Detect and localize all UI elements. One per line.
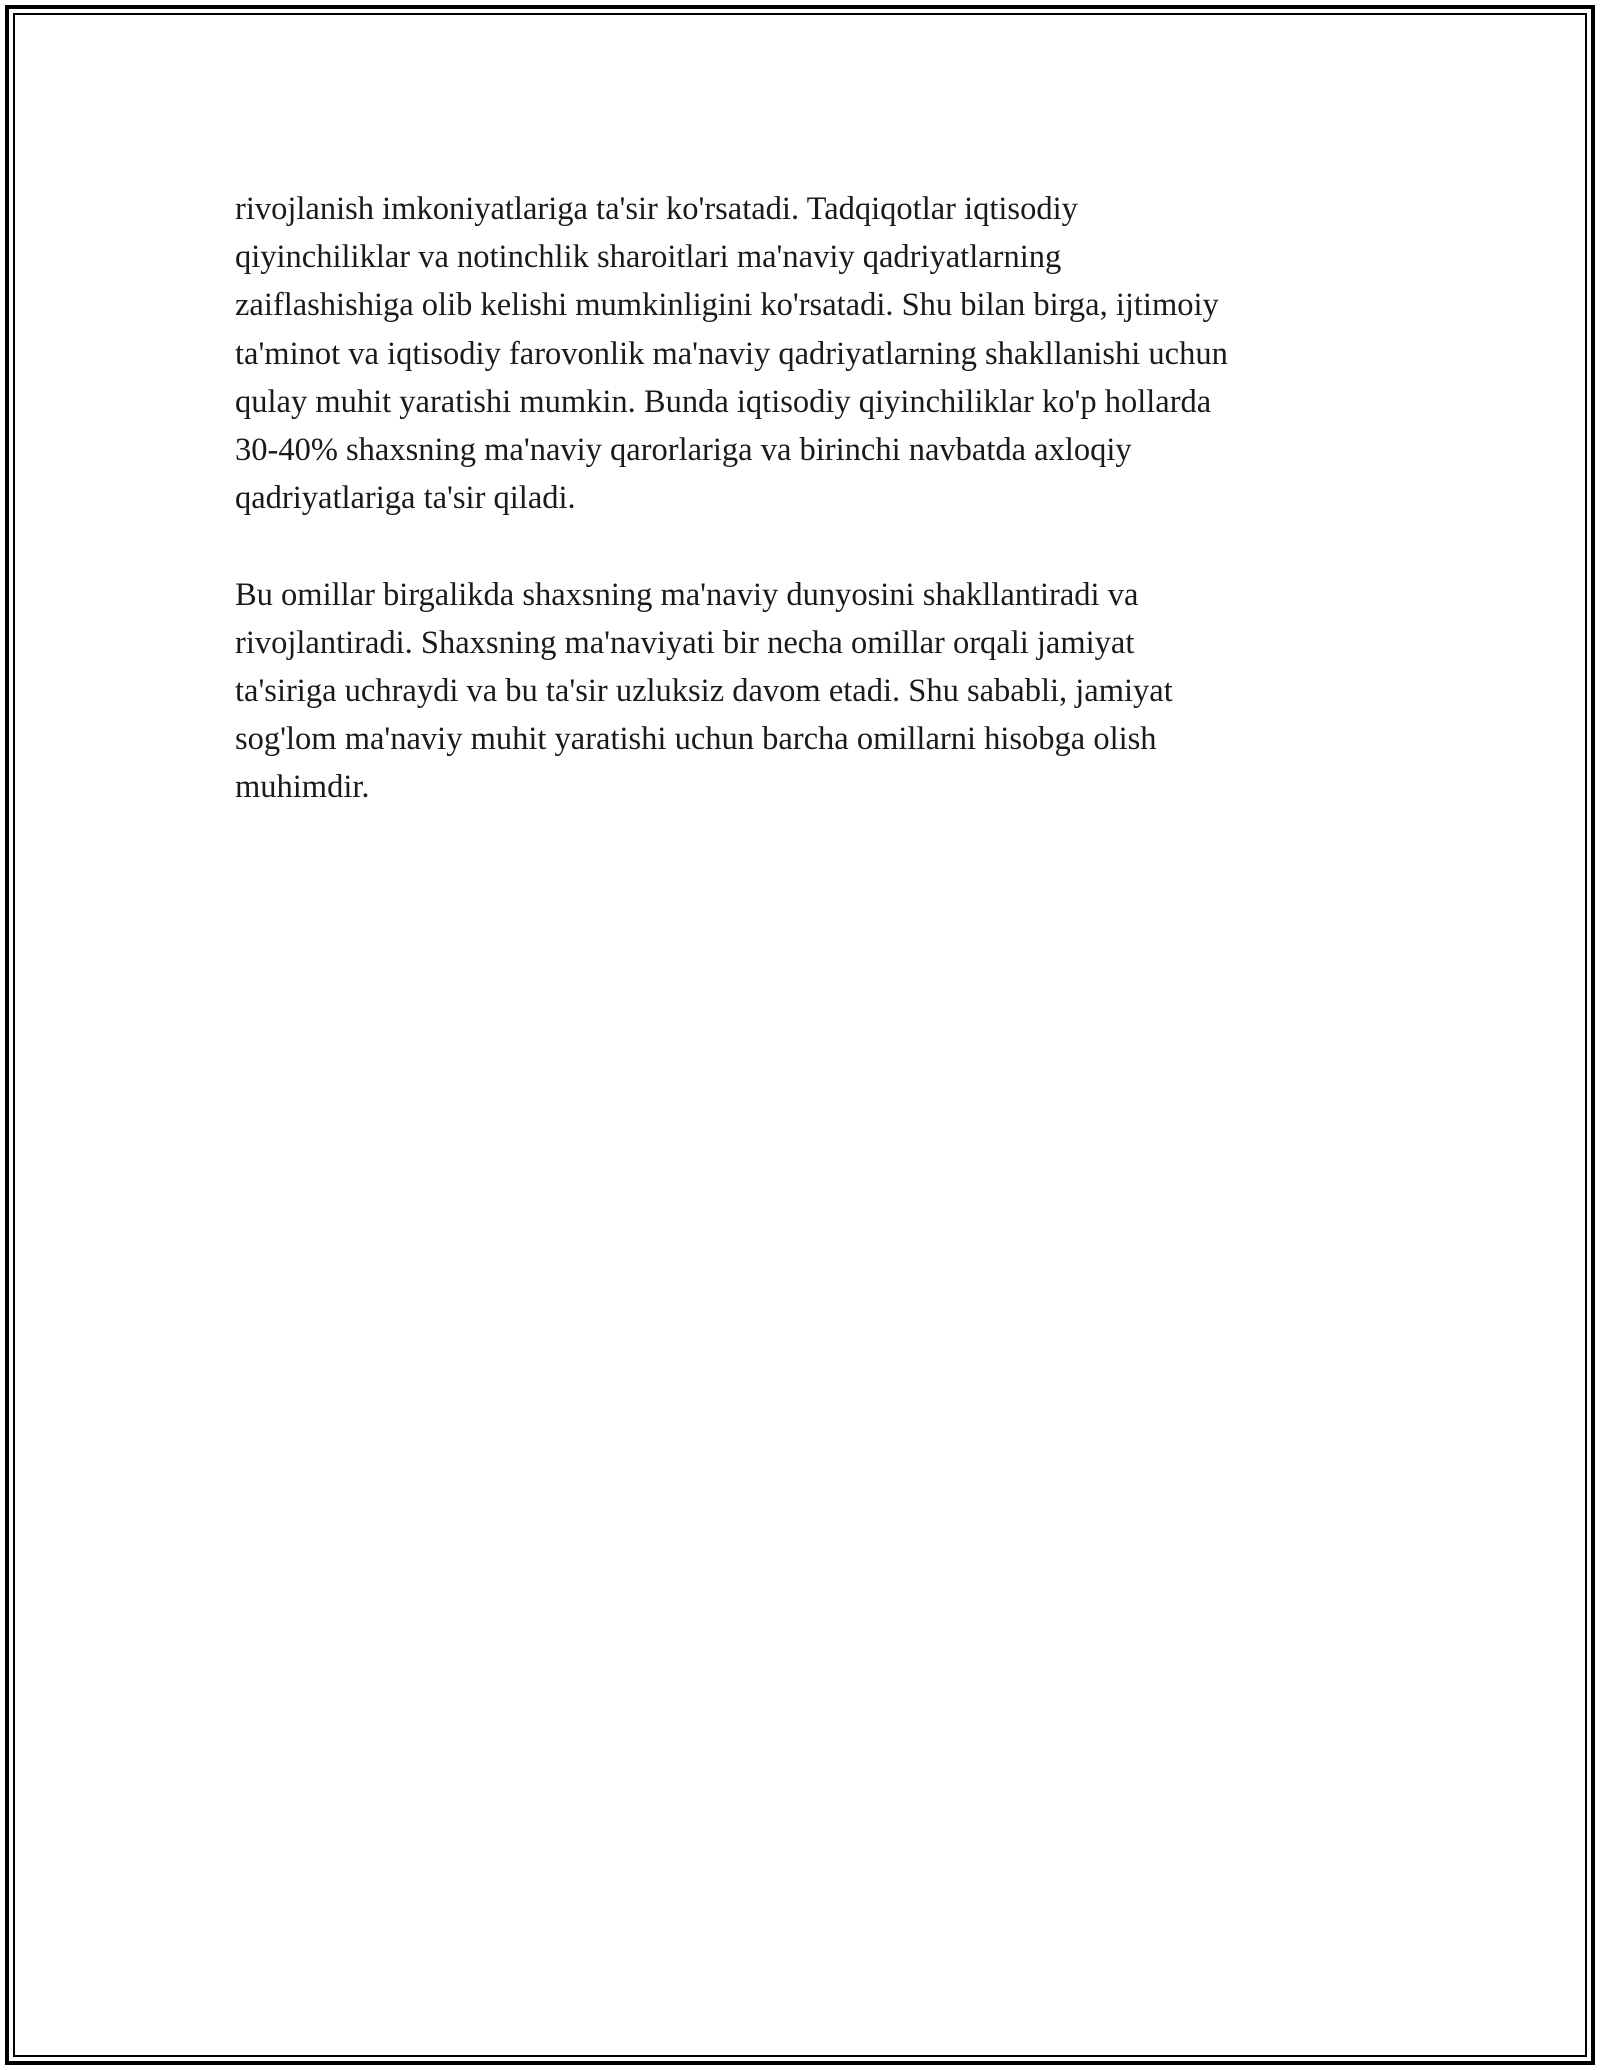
paragraph-2: [235, 571, 1365, 812]
text-line: qiyinchiliklar va notinchlik sharoitlari ma'naviy qadriyatlarning: [235, 239, 1062, 276]
text-line: 30-40% shaxsning ma'naviy qarorlariga va birinchi navbatda axloqiy: [235, 432, 1132, 469]
text-line: sog'lom ma'naviy muhit yaratishi uchun barcha omillarni hisobga olish: [235, 721, 1157, 758]
paragraph-1: [235, 185, 1365, 522]
text-line: rivojlanish imkoniyatlariga ta'sir ko'rsatadi. Tadqiqotlar iqtisodiy: [235, 191, 1078, 227]
text-line: muhimdir.: [235, 769, 370, 806]
text-line: qulay muhit yaratishi mumkin. Bunda iqtisodiy qiyinchiliklar ko'p hollarda: [235, 383, 1212, 420]
text-line: ta'siriga uchraydi va bu ta'sir uzluksiz davom etadi. Shu sababli, jamiyat: [235, 673, 1173, 710]
text-line: qadriyatlariga ta'sir qiladi.: [235, 480, 576, 517]
text-line: rivojlantiradi. Shaxsning ma'naviyati bir necha omillar orqali jamiyat: [235, 624, 1135, 661]
text-line: zaiflashishiga olib kelishi mumkinligini ko'rsatadi. Shu bilan birga, ijtimoiy: [235, 287, 1219, 324]
text-line: Bu omillar birgalikda shaxsning ma'naviy dunyosini shakllantiradi va: [235, 576, 1139, 613]
document-body: [235, 185, 1365, 812]
text-line: ta'minot va iqtisodiy farovonlik ma'naviy qadriyatlarning shakllanishi uchun: [235, 335, 1228, 372]
